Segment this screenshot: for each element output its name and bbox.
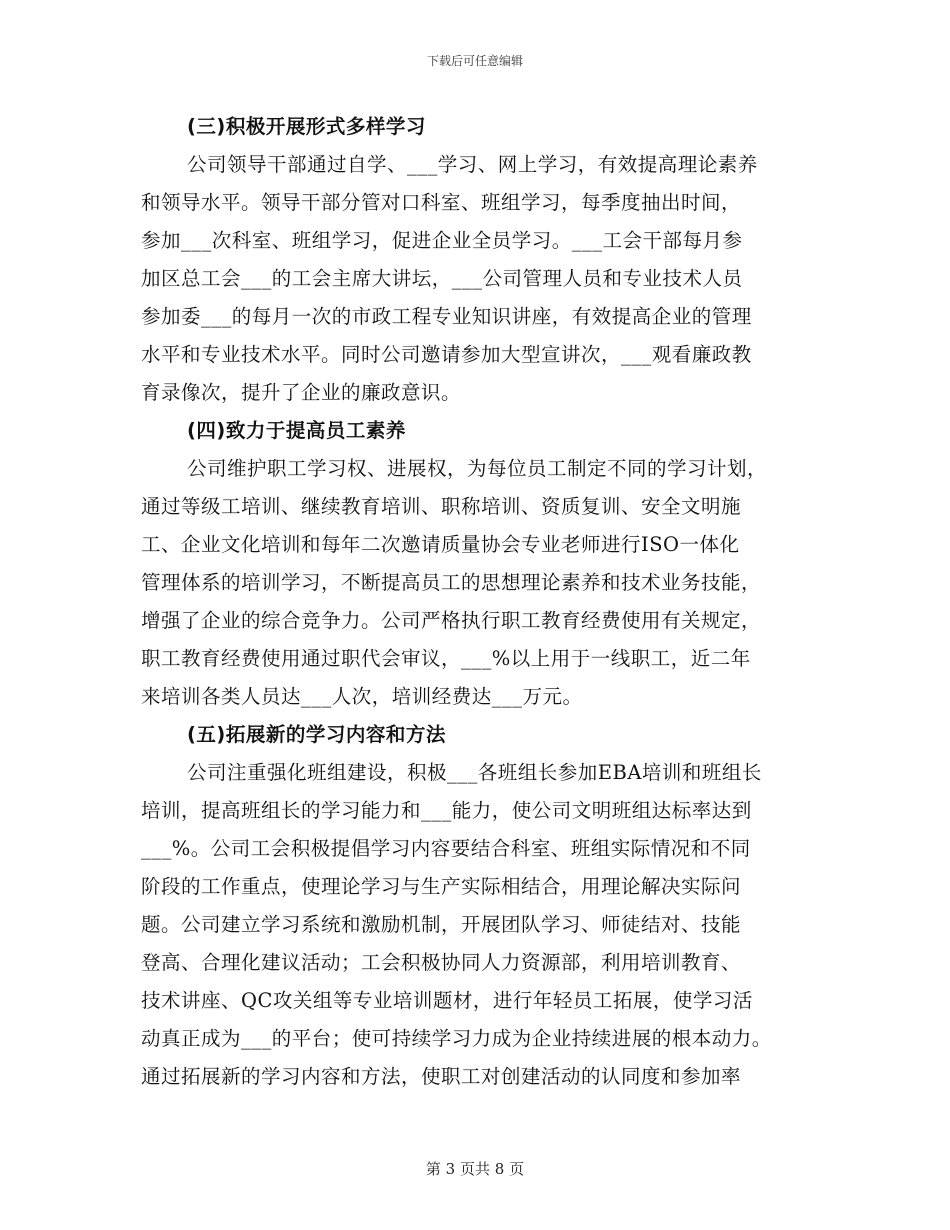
paragraph-line: 增强了企业的综合竞争力。公司严格执行职工教育经费使用有关规定，	[141, 609, 762, 632]
paragraph-line: 育录像次，提升了企业的廉政意识。	[141, 381, 462, 404]
paragraph-line: 公司维护职工学习权、进展权，为每位员工制定不同的学习计划，	[187, 457, 768, 480]
paragraph-line: 通过等级工培训、继续教育培训、职称培训、资质复训、安全文明施	[141, 495, 742, 518]
section-heading-5: (五)拓展新的学习内容和方法	[187, 723, 446, 746]
paragraph-line: 公司领导干部通过自学、___学习、网上学习，有效提高理论素养	[187, 153, 758, 176]
paragraph-line: 动真正成为___的平台；使可持续学习力成为企业持续进展的根本动力。	[141, 1027, 772, 1050]
paragraph-line: 管理体系的培训学习，不断提高员工的思想理论素养和技术业务技能，	[141, 571, 762, 594]
paragraph-line: 阶段的工作重点，使理论学习与生产实际相结合，用理论解决实际问	[141, 875, 742, 898]
section-heading-3: (三)积极开展形式多样学习	[187, 115, 426, 138]
paragraph-line: 技术讲座、QC攻关组等专业培训题材，进行年轻员工拓展，使学习活	[141, 989, 753, 1012]
paragraph-line: 水平和专业技术水平。同时公司邀请参加大型宣讲次，___观看廉政教	[141, 343, 752, 366]
paragraph-line: 参加___次科室、班组学习，促进企业全员学习。___工会干部每月参	[141, 229, 743, 252]
page-header: 下载后可任意编辑	[426, 54, 523, 68]
document-body	[141, 108, 831, 1096]
paragraph-line: 职工教育经费使用通过职代会审议，___%以上用于一线职工，近二年	[141, 647, 751, 670]
paragraph-line: 工、企业文化培训和每年二次邀请质量协会专业老师进行ISO一体化	[141, 533, 740, 556]
paragraph-line: 通过拓展新的学习内容和方法，使职工对创建活动的认同度和参加率	[141, 1065, 742, 1088]
paragraph-line: 公司注重强化班组建设，积极___各班组长参加EBA培训和班组长	[187, 761, 762, 784]
paragraph-line: 培训，提高班组长的学习能力和___能力，使公司文明班组达标率达到	[141, 799, 752, 822]
paragraph-line: 登高、合理化建议活动；工会积极协同人力资源部，利用培训教育、	[141, 951, 742, 974]
paragraph-line: ___%。公司工会积极提倡学习内容要结合科室、班组实际情况和不同	[141, 837, 751, 860]
paragraph-line: 来培训各类人员达___人次，培训经费达___万元。	[141, 685, 583, 708]
section-heading-4: (四)致力于提高员工素养	[187, 419, 406, 442]
page-footer: 第 3 页共 8 页	[425, 1160, 525, 1178]
paragraph-line: 加区总工会___的工会主席大讲坛，___公司管理人员和专业技术人员	[141, 267, 743, 290]
paragraph-line: 题。公司建立学习系统和激励机制，开展团队学习、师徒结对、技能	[141, 913, 742, 936]
paragraph-line: 参加委___的每月一次的市政工程专业知识讲座，有效提高企业的管理	[141, 305, 752, 328]
paragraph-line: 和领导水平。领导干部分管对口科室、班组学习，每季度抽出时间，	[141, 191, 742, 214]
